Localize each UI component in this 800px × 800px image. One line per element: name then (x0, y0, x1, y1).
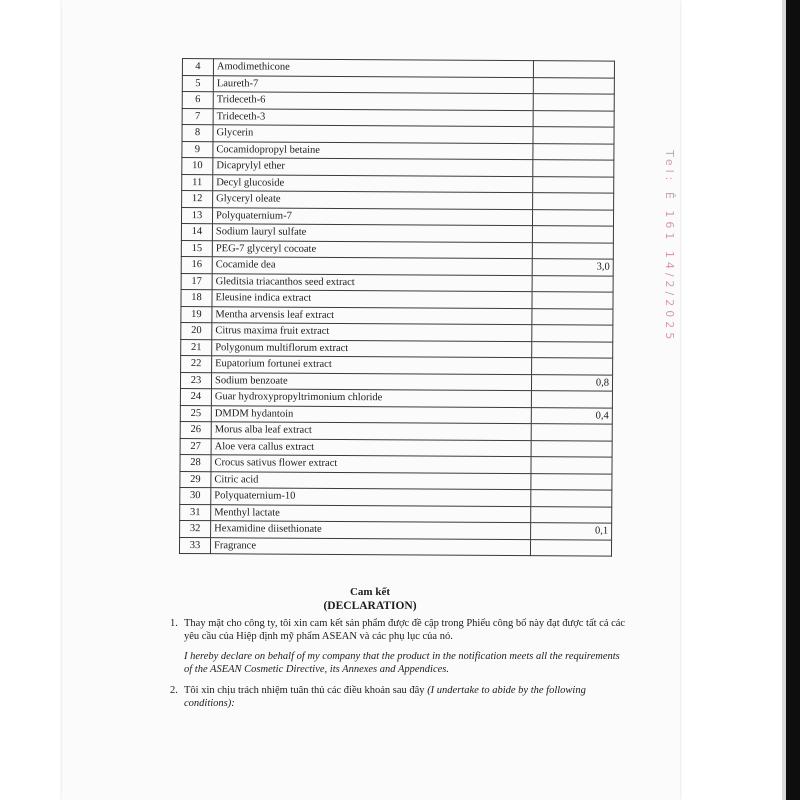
ingredient-percent (533, 127, 614, 144)
table-row (182, 108, 614, 127)
ingredient-number: 21 (181, 339, 212, 356)
table-row (180, 438, 612, 457)
ingredient-number: 8 (182, 125, 213, 142)
declaration-text-vi: Tôi xin chịu trách nhiệm tuân thủ các điều khoản sau đây (184, 685, 425, 696)
ingredient-name: Cocamidopropyl betaine (213, 141, 533, 159)
ingredient-percent (531, 424, 612, 441)
ingredients-table (179, 58, 615, 557)
margin-handwriting: Tel: Ê 161 14/2/2025 (663, 150, 676, 344)
ingredient-name: PEG-7 glyceryl cocoate (212, 240, 532, 258)
ingredient-number: 15 (181, 240, 212, 257)
declaration-title-vi: Cam kết (349, 586, 391, 598)
ingredient-percent (531, 473, 612, 490)
table-row (182, 59, 614, 78)
ingredient-name: Aloe vera callus extract (211, 438, 531, 456)
table-row (180, 421, 612, 440)
ingredient-name: Glycerin (213, 125, 533, 143)
ingredient-number: 9 (182, 141, 213, 158)
table-row (180, 388, 612, 407)
ingredient-number: 27 (180, 438, 211, 455)
ingredient-name: Polygonum multiflorum extract (212, 339, 532, 357)
declaration-text-vi: Thay mặt cho công ty, tôi xin cam kết sản phẩm được đề cập trong Phiếu công bố này đạt được tất cả các yêu cầu của Hiệp định mỹ phẩm ASEAN và các phụ lục của nó. (184, 618, 626, 642)
ingredient-number: 20 (181, 322, 212, 339)
ingredient-name: Cocamide dea (212, 257, 532, 275)
ingredient-name: Sodium benzoate (211, 372, 531, 390)
table-row (182, 125, 614, 144)
ingredient-name: Laureth-7 (213, 75, 533, 93)
ingredient-number: 29 (180, 471, 211, 488)
ingredient-percent (531, 506, 612, 523)
ingredient-percent (532, 242, 613, 259)
ingredient-number: 18 (181, 289, 212, 306)
ingredient-percent (533, 94, 614, 111)
table-row (181, 339, 613, 358)
ingredient-percent (532, 358, 613, 375)
ingredient-name: Citric acid (211, 471, 531, 489)
ingredient-percent (532, 209, 613, 226)
ingredient-percent (531, 457, 612, 474)
ingredient-name: Crocus sativus flower extract (211, 455, 531, 473)
ingredient-number: 24 (180, 388, 211, 405)
ingredient-number: 32 (180, 520, 211, 537)
table-row (181, 240, 613, 259)
table-row (182, 141, 614, 160)
ingredient-percent: 0,4 (531, 407, 612, 424)
table-row (180, 504, 612, 523)
table-row (181, 306, 613, 325)
table-row (180, 520, 612, 539)
ingredient-number: 4 (182, 59, 213, 76)
table-row (180, 471, 612, 490)
declaration-text-en: I hereby declare on behalf of my company that the product in the notification meets all the requirements of the ASEAN Cosmetic Directive, its Annexes and Appendices. (184, 651, 620, 675)
declaration-item-2 (170, 685, 630, 710)
ingredient-percent (531, 440, 612, 457)
table-row (180, 405, 612, 424)
ingredient-name: DMDM hydantoin (211, 405, 531, 423)
table-row (180, 372, 612, 391)
ingredient-percent (531, 490, 612, 507)
ingredient-number: 26 (180, 421, 211, 438)
ingredient-name: Polyquaternium-7 (212, 207, 532, 225)
ingredient-percent (533, 143, 614, 160)
table-row (180, 454, 612, 473)
ingredient-number: 7 (182, 108, 213, 125)
ingredient-name: Hexamidine diisethionate (211, 521, 531, 539)
ingredient-name: Polyquaternium-10 (211, 488, 531, 506)
ingredient-name: Glyceryl oleate (213, 191, 533, 209)
ingredient-name: Amodimethicone (213, 59, 533, 77)
table-row (181, 207, 613, 226)
table-row (182, 75, 614, 94)
ingredient-number: 16 (181, 256, 212, 273)
ingredient-percent (532, 226, 613, 243)
table-row (181, 273, 613, 292)
declaration-text-en: (I undertake to abide by the following conditions): (184, 685, 586, 709)
ingredient-number: 33 (179, 537, 210, 554)
ingredient-number: 5 (182, 75, 213, 92)
ingredient-percent (533, 160, 614, 177)
table-row (179, 537, 611, 556)
ingredient-number: 6 (182, 92, 213, 109)
table-row (182, 158, 614, 177)
ingredient-number: 28 (180, 454, 211, 471)
ingredient-name: Decyl glucoside (213, 174, 533, 192)
ingredient-percent (532, 325, 613, 342)
ingredient-name: Dicaprylyl ether (213, 158, 533, 176)
ingredient-name: Citrus maxima fruit extract (212, 323, 532, 341)
ingredient-name: Fragrance (210, 537, 530, 555)
ingredient-percent (533, 77, 614, 94)
ingredient-percent: 3,0 (532, 259, 613, 276)
ingredient-percent (532, 341, 613, 358)
ingredient-number: 10 (182, 158, 213, 175)
ingredient-percent: 0,8 (531, 374, 612, 391)
ingredient-percent (533, 61, 614, 78)
ingredient-name: Eleusine indica extract (212, 290, 532, 308)
item-number: 1. (170, 618, 178, 629)
ingredient-name: Sodium lauryl sulfate (212, 224, 532, 242)
declaration-item-1 (170, 618, 630, 676)
ingredient-number: 25 (180, 405, 211, 422)
ingredient-name: Morus alba leaf extract (211, 422, 531, 440)
ingredient-number: 13 (181, 207, 212, 224)
table-row (181, 223, 613, 242)
table-row (182, 191, 614, 210)
ingredient-number: 17 (181, 273, 212, 290)
ingredient-percent (532, 308, 613, 325)
ingredient-name: Trideceth-6 (213, 92, 533, 110)
ingredient-number: 14 (181, 223, 212, 240)
table-row (181, 322, 613, 341)
declaration-title-en: (DECLARATION) (323, 600, 417, 612)
ingredient-number: 30 (180, 487, 211, 504)
ingredient-name: Eupatorium fortunei extract (212, 356, 532, 374)
table-row (181, 256, 613, 275)
table-row (180, 487, 612, 506)
table-row (181, 355, 613, 374)
table-row (181, 289, 613, 308)
ingredient-name: Menthyl lactate (211, 504, 531, 522)
ingredient-number: 22 (181, 355, 212, 372)
ingredient-number: 12 (182, 191, 213, 208)
ingredient-percent (533, 110, 614, 127)
ingredient-number: 19 (181, 306, 212, 323)
ingredient-name: Guar hydroxypropyltrimonium chloride (211, 389, 531, 407)
table-row (182, 92, 614, 111)
scan-border (786, 0, 800, 800)
ingredient-percent (533, 193, 614, 210)
ingredient-percent (531, 391, 612, 408)
ingredient-percent: 0,1 (531, 523, 612, 540)
ingredient-name: Trideceth-3 (213, 108, 533, 126)
ingredient-name: Gleditsia triacanthos seed extract (212, 273, 532, 291)
ingredient-number: 23 (180, 372, 211, 389)
table-row (182, 174, 614, 193)
item-number: 2. (170, 685, 178, 696)
ingredient-percent (532, 275, 613, 292)
ingredient-percent (530, 539, 611, 556)
ingredient-number: 31 (180, 504, 211, 521)
ingredient-name: Mentha arvensis leaf extract (212, 306, 532, 324)
ingredient-percent (532, 292, 613, 309)
ingredient-number: 11 (182, 174, 213, 191)
ingredient-percent (533, 176, 614, 193)
